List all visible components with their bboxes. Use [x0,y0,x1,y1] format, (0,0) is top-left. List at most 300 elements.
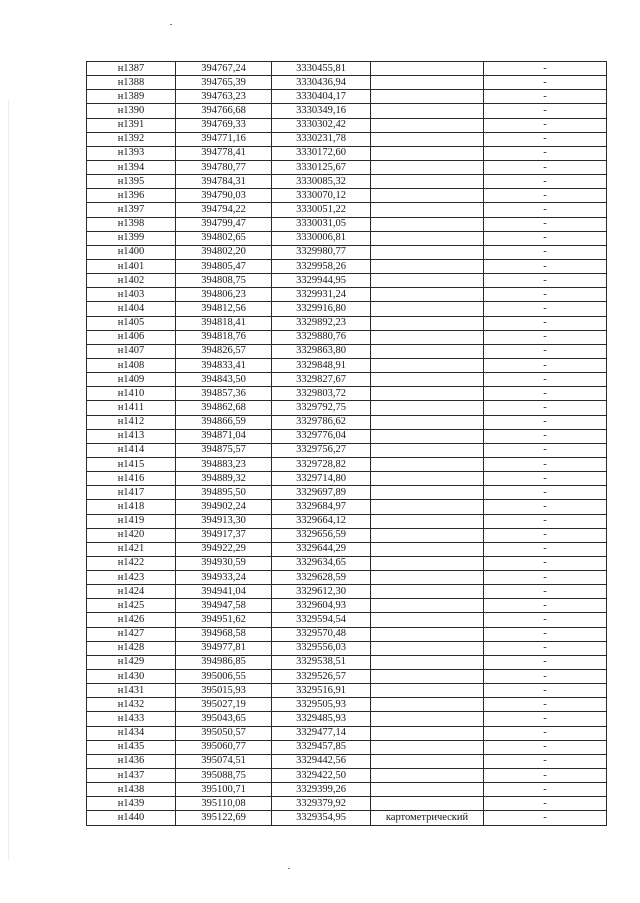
point-name-cell: н1395 [87,175,176,189]
table-row [87,797,607,811]
method-cell [371,62,484,76]
method-cell [371,344,484,358]
method-cell [371,231,484,245]
point-name-cell: н1440 [87,811,176,825]
y-coordinate-cell: 3329684,97 [272,500,371,514]
accuracy-cell: - [484,387,607,401]
accuracy-cell: - [484,203,607,217]
accuracy-cell: - [484,797,607,811]
scan-speck [170,24,172,25]
method-cell [371,712,484,726]
method-cell [371,641,484,655]
table-row [87,132,607,146]
point-name-cell: н1397 [87,203,176,217]
table-row [87,811,607,825]
accuracy-cell: - [484,146,607,160]
table-row [87,670,607,684]
table-row [87,104,607,118]
point-name-cell: н1398 [87,217,176,231]
x-coordinate-cell: 394930,59 [176,556,272,570]
accuracy-cell: - [484,726,607,740]
method-cell [371,175,484,189]
x-coordinate-cell: 395074,51 [176,754,272,768]
table-row [87,769,607,783]
x-coordinate-cell: 394875,57 [176,443,272,457]
x-coordinate-cell: 394922,29 [176,542,272,556]
table-row [87,259,607,273]
y-coordinate-cell: 3329442,56 [272,754,371,768]
y-coordinate-cell: 3329827,67 [272,373,371,387]
table-row [87,387,607,401]
x-coordinate-cell: 394790,03 [176,189,272,203]
table-row [87,641,607,655]
point-name-cell: н1393 [87,146,176,160]
accuracy-cell: - [484,783,607,797]
point-name-cell: н1421 [87,542,176,556]
table-row [87,429,607,443]
accuracy-cell: - [484,132,607,146]
method-cell [371,415,484,429]
point-name-cell: н1390 [87,104,176,118]
y-coordinate-cell: 3330125,67 [272,160,371,174]
point-name-cell: н1435 [87,740,176,754]
y-coordinate-cell: 3329931,24 [272,288,371,302]
x-coordinate-cell: 394883,23 [176,457,272,471]
accuracy-cell: - [484,274,607,288]
method-cell [371,203,484,217]
x-coordinate-cell: 394802,20 [176,245,272,259]
y-coordinate-cell: 3329656,59 [272,528,371,542]
x-coordinate-cell: 395122,69 [176,811,272,825]
x-coordinate-cell: 394895,50 [176,486,272,500]
x-coordinate-cell: 394812,56 [176,302,272,316]
x-coordinate-cell: 394857,36 [176,387,272,401]
method-cell [371,330,484,344]
accuracy-cell: - [484,599,607,613]
table-row [87,316,607,330]
x-coordinate-cell: 394769,33 [176,118,272,132]
y-coordinate-cell: 3330051,22 [272,203,371,217]
table-row [87,373,607,387]
point-name-cell: н1408 [87,358,176,372]
table-row [87,514,607,528]
x-coordinate-cell: 394802,65 [176,231,272,245]
accuracy-cell: - [484,160,607,174]
y-coordinate-cell: 3329526,57 [272,670,371,684]
accuracy-cell: - [484,500,607,514]
y-coordinate-cell: 3329916,80 [272,302,371,316]
x-coordinate-cell: 394889,32 [176,472,272,486]
accuracy-cell: - [484,754,607,768]
y-coordinate-cell: 3330455,81 [272,62,371,76]
accuracy-cell: - [484,811,607,825]
table-row [87,415,607,429]
x-coordinate-cell: 394866,59 [176,415,272,429]
method-cell [371,670,484,684]
y-coordinate-cell: 3329714,80 [272,472,371,486]
y-coordinate-cell: 3329644,29 [272,542,371,556]
accuracy-cell: - [484,358,607,372]
x-coordinate-cell: 394977,81 [176,641,272,655]
table-row [87,726,607,740]
table-row [87,231,607,245]
method-cell [371,514,484,528]
y-coordinate-cell: 3329697,89 [272,486,371,500]
x-coordinate-cell: 394780,77 [176,160,272,174]
table-row [87,443,607,457]
y-coordinate-cell: 3329556,03 [272,641,371,655]
method-cell [371,387,484,401]
x-coordinate-cell: 394818,41 [176,316,272,330]
table-row [87,217,607,231]
table-row [87,160,607,174]
point-name-cell: н1411 [87,401,176,415]
table-row [87,90,607,104]
accuracy-cell: - [484,217,607,231]
table-row [87,712,607,726]
x-coordinate-cell: 395100,71 [176,783,272,797]
point-name-cell: н1403 [87,288,176,302]
point-name-cell: н1405 [87,316,176,330]
y-coordinate-cell: 3329477,14 [272,726,371,740]
point-name-cell: н1387 [87,62,176,76]
point-name-cell: н1434 [87,726,176,740]
x-coordinate-cell: 394799,47 [176,217,272,231]
table-row [87,76,607,90]
y-coordinate-cell: 3329604,93 [272,599,371,613]
y-coordinate-cell: 3329399,26 [272,783,371,797]
table-row [87,500,607,514]
method-cell [371,472,484,486]
method-cell [371,726,484,740]
accuracy-cell: - [484,655,607,669]
y-coordinate-cell: 3329570,48 [272,627,371,641]
x-coordinate-cell: 394794,22 [176,203,272,217]
point-name-cell: н1394 [87,160,176,174]
method-cell: картометрический [371,811,484,825]
method-cell [371,797,484,811]
y-coordinate-cell: 3329848,91 [272,358,371,372]
method-cell [371,302,484,316]
accuracy-cell: - [484,344,607,358]
point-name-cell: н1391 [87,118,176,132]
x-coordinate-cell: 395050,57 [176,726,272,740]
y-coordinate-cell: 3329944,95 [272,274,371,288]
method-cell [371,90,484,104]
point-name-cell: н1415 [87,457,176,471]
table-row [87,330,607,344]
y-coordinate-cell: 3330436,94 [272,76,371,90]
x-coordinate-cell: 394951,62 [176,613,272,627]
accuracy-cell: - [484,769,607,783]
table-row [87,274,607,288]
y-coordinate-cell: 3330231,78 [272,132,371,146]
table-row [87,189,607,203]
table-row [87,613,607,627]
table-row [87,542,607,556]
x-coordinate-cell: 394913,30 [176,514,272,528]
x-coordinate-cell: 394947,58 [176,599,272,613]
point-name-cell: н1410 [87,387,176,401]
point-name-cell: н1420 [87,528,176,542]
method-cell [371,160,484,174]
x-coordinate-cell: 394833,41 [176,358,272,372]
method-cell [371,245,484,259]
table-row [87,302,607,316]
y-coordinate-cell: 3330031,05 [272,217,371,231]
x-coordinate-cell: 394968,58 [176,627,272,641]
point-name-cell: н1402 [87,274,176,288]
y-coordinate-cell: 3329422,50 [272,769,371,783]
x-coordinate-cell: 395015,93 [176,684,272,698]
point-name-cell: н1437 [87,769,176,783]
table-row [87,175,607,189]
method-cell [371,486,484,500]
point-name-cell: н1414 [87,443,176,457]
y-coordinate-cell: 3329594,54 [272,613,371,627]
accuracy-cell: - [484,231,607,245]
y-coordinate-cell: 3329756,27 [272,443,371,457]
accuracy-cell: - [484,712,607,726]
accuracy-cell: - [484,288,607,302]
table-row [87,627,607,641]
table-row [87,655,607,669]
accuracy-cell: - [484,104,607,118]
y-coordinate-cell: 3329863,80 [272,344,371,358]
table-row [87,146,607,160]
method-cell [371,132,484,146]
y-coordinate-cell: 3329516,91 [272,684,371,698]
point-name-cell: н1416 [87,472,176,486]
table-row [87,344,607,358]
y-coordinate-cell: 3329634,65 [272,556,371,570]
method-cell [371,542,484,556]
y-coordinate-cell: 3329538,51 [272,655,371,669]
x-coordinate-cell: 394806,23 [176,288,272,302]
method-cell [371,104,484,118]
x-coordinate-cell: 394765,39 [176,76,272,90]
x-coordinate-cell: 394917,37 [176,528,272,542]
method-cell [371,627,484,641]
point-name-cell: н1424 [87,585,176,599]
accuracy-cell: - [484,118,607,132]
x-coordinate-cell: 395088,75 [176,769,272,783]
method-cell [371,571,484,585]
accuracy-cell: - [484,585,607,599]
y-coordinate-cell: 3329980,77 [272,245,371,259]
point-name-cell: н1409 [87,373,176,387]
x-coordinate-cell: 394767,24 [176,62,272,76]
accuracy-cell: - [484,443,607,457]
x-coordinate-cell: 394818,76 [176,330,272,344]
coordinates-table-body [87,62,607,826]
accuracy-cell: - [484,698,607,712]
accuracy-cell: - [484,528,607,542]
method-cell [371,288,484,302]
method-cell [371,684,484,698]
accuracy-cell: - [484,175,607,189]
x-coordinate-cell: 394771,16 [176,132,272,146]
accuracy-cell: - [484,245,607,259]
point-name-cell: н1436 [87,754,176,768]
method-cell [371,457,484,471]
table-row [87,740,607,754]
table-row [87,288,607,302]
point-name-cell: н1432 [87,698,176,712]
table-row [87,556,607,570]
y-coordinate-cell: 3329485,93 [272,712,371,726]
x-coordinate-cell: 394986,85 [176,655,272,669]
point-name-cell: н1426 [87,613,176,627]
accuracy-cell: - [484,542,607,556]
point-name-cell: н1431 [87,684,176,698]
point-name-cell: н1429 [87,655,176,669]
accuracy-cell: - [484,429,607,443]
x-coordinate-cell: 395006,55 [176,670,272,684]
method-cell [371,401,484,415]
table-row [87,528,607,542]
point-name-cell: н1425 [87,599,176,613]
y-coordinate-cell: 3330404,17 [272,90,371,104]
method-cell [371,556,484,570]
accuracy-cell: - [484,684,607,698]
x-coordinate-cell: 394826,57 [176,344,272,358]
y-coordinate-cell: 3329728,82 [272,457,371,471]
x-coordinate-cell: 394784,31 [176,175,272,189]
x-coordinate-cell: 394933,24 [176,571,272,585]
accuracy-cell: - [484,571,607,585]
method-cell [371,146,484,160]
point-name-cell: н1428 [87,641,176,655]
x-coordinate-cell: 394763,23 [176,90,272,104]
point-name-cell: н1396 [87,189,176,203]
point-name-cell: н1404 [87,302,176,316]
y-coordinate-cell: 3329354,95 [272,811,371,825]
method-cell [371,769,484,783]
point-name-cell: н1399 [87,231,176,245]
x-coordinate-cell: 394843,50 [176,373,272,387]
method-cell [371,358,484,372]
accuracy-cell: - [484,373,607,387]
x-coordinate-cell: 394778,41 [176,146,272,160]
y-coordinate-cell: 3329880,76 [272,330,371,344]
y-coordinate-cell: 3330085,32 [272,175,371,189]
accuracy-cell: - [484,330,607,344]
x-coordinate-cell: 395060,77 [176,740,272,754]
accuracy-cell: - [484,302,607,316]
x-coordinate-cell: 395110,08 [176,797,272,811]
accuracy-cell: - [484,76,607,90]
method-cell [371,528,484,542]
accuracy-cell: - [484,556,607,570]
point-name-cell: н1433 [87,712,176,726]
table-row [87,585,607,599]
point-name-cell: н1418 [87,500,176,514]
point-name-cell: н1406 [87,330,176,344]
table-row [87,245,607,259]
point-name-cell: н1401 [87,259,176,273]
y-coordinate-cell: 3329803,72 [272,387,371,401]
y-coordinate-cell: 3330349,16 [272,104,371,118]
x-coordinate-cell: 394808,75 [176,274,272,288]
table-row [87,754,607,768]
method-cell [371,189,484,203]
accuracy-cell: - [484,627,607,641]
table-row [87,486,607,500]
method-cell [371,698,484,712]
point-name-cell: н1389 [87,90,176,104]
method-cell [371,783,484,797]
y-coordinate-cell: 3329505,93 [272,698,371,712]
accuracy-cell: - [484,613,607,627]
method-cell [371,500,484,514]
x-coordinate-cell: 394766,68 [176,104,272,118]
point-name-cell: н1412 [87,415,176,429]
accuracy-cell: - [484,514,607,528]
table-row [87,401,607,415]
coordinates-table [86,61,607,826]
method-cell [371,754,484,768]
x-coordinate-cell: 394871,04 [176,429,272,443]
table-row [87,599,607,613]
x-coordinate-cell: 394902,24 [176,500,272,514]
scan-speck [288,868,290,869]
y-coordinate-cell: 3330302,42 [272,118,371,132]
method-cell [371,655,484,669]
accuracy-cell: - [484,415,607,429]
y-coordinate-cell: 3329457,85 [272,740,371,754]
table-row [87,62,607,76]
method-cell [371,274,484,288]
accuracy-cell: - [484,472,607,486]
method-cell [371,373,484,387]
y-coordinate-cell: 3330172,60 [272,146,371,160]
accuracy-cell: - [484,62,607,76]
point-name-cell: н1417 [87,486,176,500]
method-cell [371,76,484,90]
point-name-cell: н1413 [87,429,176,443]
table-row [87,783,607,797]
accuracy-cell: - [484,740,607,754]
method-cell [371,259,484,273]
y-coordinate-cell: 3329958,26 [272,259,371,273]
point-name-cell: н1419 [87,514,176,528]
x-coordinate-cell: 395027,19 [176,698,272,712]
y-coordinate-cell: 3329792,75 [272,401,371,415]
table-row [87,472,607,486]
table-row [87,457,607,471]
method-cell [371,316,484,330]
x-coordinate-cell: 395043,65 [176,712,272,726]
accuracy-cell: - [484,189,607,203]
x-coordinate-cell: 394805,47 [176,259,272,273]
method-cell [371,585,484,599]
accuracy-cell: - [484,670,607,684]
table-row [87,571,607,585]
table-row [87,118,607,132]
y-coordinate-cell: 3330006,81 [272,231,371,245]
x-coordinate-cell: 394941,04 [176,585,272,599]
y-coordinate-cell: 3329664,12 [272,514,371,528]
y-coordinate-cell: 3329786,62 [272,415,371,429]
point-name-cell: н1407 [87,344,176,358]
point-name-cell: н1427 [87,627,176,641]
accuracy-cell: - [484,259,607,273]
point-name-cell: н1392 [87,132,176,146]
point-name-cell: н1423 [87,571,176,585]
table-row [87,203,607,217]
accuracy-cell: - [484,457,607,471]
